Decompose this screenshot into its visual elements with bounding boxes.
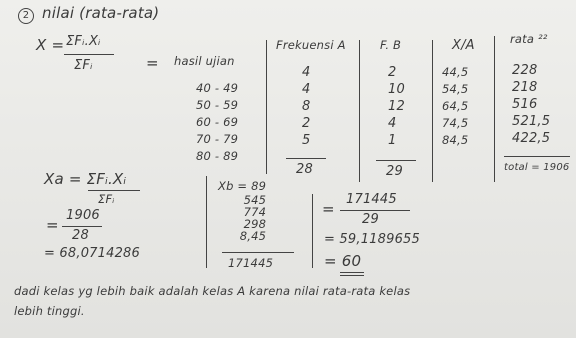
xa-cell: 54,5 [442, 82, 469, 96]
rata-cell: 218 [512, 80, 538, 95]
question-number: 2 [18, 4, 34, 24]
xb-eq-sign: = [322, 200, 335, 218]
xb-result-underline-2 [340, 275, 364, 276]
fb-cell: 10 [388, 82, 405, 97]
xa-formula-denom: ΣFᵢ [98, 192, 115, 206]
xb-value: 545 [243, 193, 267, 207]
freq-cell: 4 [302, 65, 311, 80]
fb-cell: 4 [388, 116, 397, 131]
header-fb: F. B [380, 38, 402, 52]
heading-title: nilai (rata-rata) [42, 4, 160, 22]
formula-lhs: X = [36, 36, 65, 54]
freq-column [302, 64, 310, 149]
xa-formula: Xa = ΣFᵢ.Xᵢ [44, 170, 127, 188]
freq-cell: 2 [302, 116, 311, 131]
xb-result-2: = 60 [324, 252, 362, 270]
xb-value: 8,45 [239, 229, 267, 243]
xb-sum-line [222, 252, 294, 253]
freq-cell: 5 [302, 133, 311, 148]
fb-cell: 2 [388, 65, 397, 80]
range-cell: 40 - 49 [196, 81, 239, 95]
formula-numerator: ΣFᵢ.Xᵢ [66, 34, 101, 49]
xb-value: 774 [243, 205, 267, 219]
xb-total: 171445 [228, 256, 274, 270]
xb-values [218, 178, 266, 242]
rata-cell: 422,5 [512, 131, 551, 146]
xb-result-underline-1 [340, 272, 364, 273]
xb-value: 298 [243, 217, 267, 231]
header-hasil-ujian: hasil ujian [174, 54, 235, 68]
range-cell: 70 - 79 [196, 132, 239, 146]
conclusion-line-1: dadi kelas yg lebih baik adalah kelas A karena nilai rata-rata kelas [14, 284, 411, 298]
formula-divider [64, 54, 114, 55]
fb-total: 29 [386, 164, 403, 179]
xa-result: = 68,0714286 [44, 246, 140, 261]
xb-divider-right [312, 194, 313, 268]
range-column [196, 80, 238, 165]
freq-sum-line [286, 158, 326, 159]
rata-cell: 516 [512, 97, 538, 112]
xa-cell: 74,5 [442, 116, 469, 130]
header-frekuensi-a: Frekuensi A [276, 38, 346, 52]
header-xa: X/A [452, 38, 475, 53]
xa-sum-value: 1906 [66, 208, 100, 223]
xa-cell: 84,5 [442, 133, 469, 147]
fb-cell: 1 [388, 133, 397, 148]
table-divider-4 [494, 36, 495, 182]
xa-cell: 44,5 [442, 65, 469, 79]
fb-sum-line [376, 160, 416, 161]
table-divider-2 [359, 40, 360, 182]
rata-sum-line [504, 156, 570, 157]
fb-cell: 12 [388, 99, 405, 114]
xa-column [442, 64, 468, 149]
rata-total: total = 1906 [504, 162, 570, 173]
rata-column [512, 62, 550, 147]
xb-value: Xb = 89 [218, 179, 267, 193]
xa-eq-sign: = [46, 216, 59, 234]
xb-frac-num: 171445 [346, 192, 397, 207]
freq-total: 28 [296, 162, 313, 177]
freq-cell: 8 [302, 99, 311, 114]
range-cell: 60 - 69 [196, 115, 239, 129]
fb-column [388, 64, 405, 149]
xb-divider-left [206, 176, 207, 268]
rata-cell: 228 [512, 63, 538, 78]
rata-cell: 521,5 [512, 114, 551, 129]
xb-frac-den: 29 [362, 212, 379, 227]
range-cell: 80 - 89 [196, 149, 239, 163]
conclusion-line-2: lebih tinggi. [14, 304, 85, 318]
formula-denominator: ΣFᵢ [74, 58, 93, 73]
table-divider-3 [432, 40, 433, 182]
header-rata: rata ²² [510, 32, 548, 46]
xb-result-1: = 59,1189655 [324, 232, 420, 247]
xa-n-value: 28 [72, 228, 89, 243]
xa-cell: 64,5 [442, 99, 469, 113]
freq-cell: 4 [302, 82, 311, 97]
range-cell: 50 - 59 [196, 98, 239, 112]
table-divider-1 [266, 40, 267, 174]
formula-equals: = [146, 54, 159, 72]
